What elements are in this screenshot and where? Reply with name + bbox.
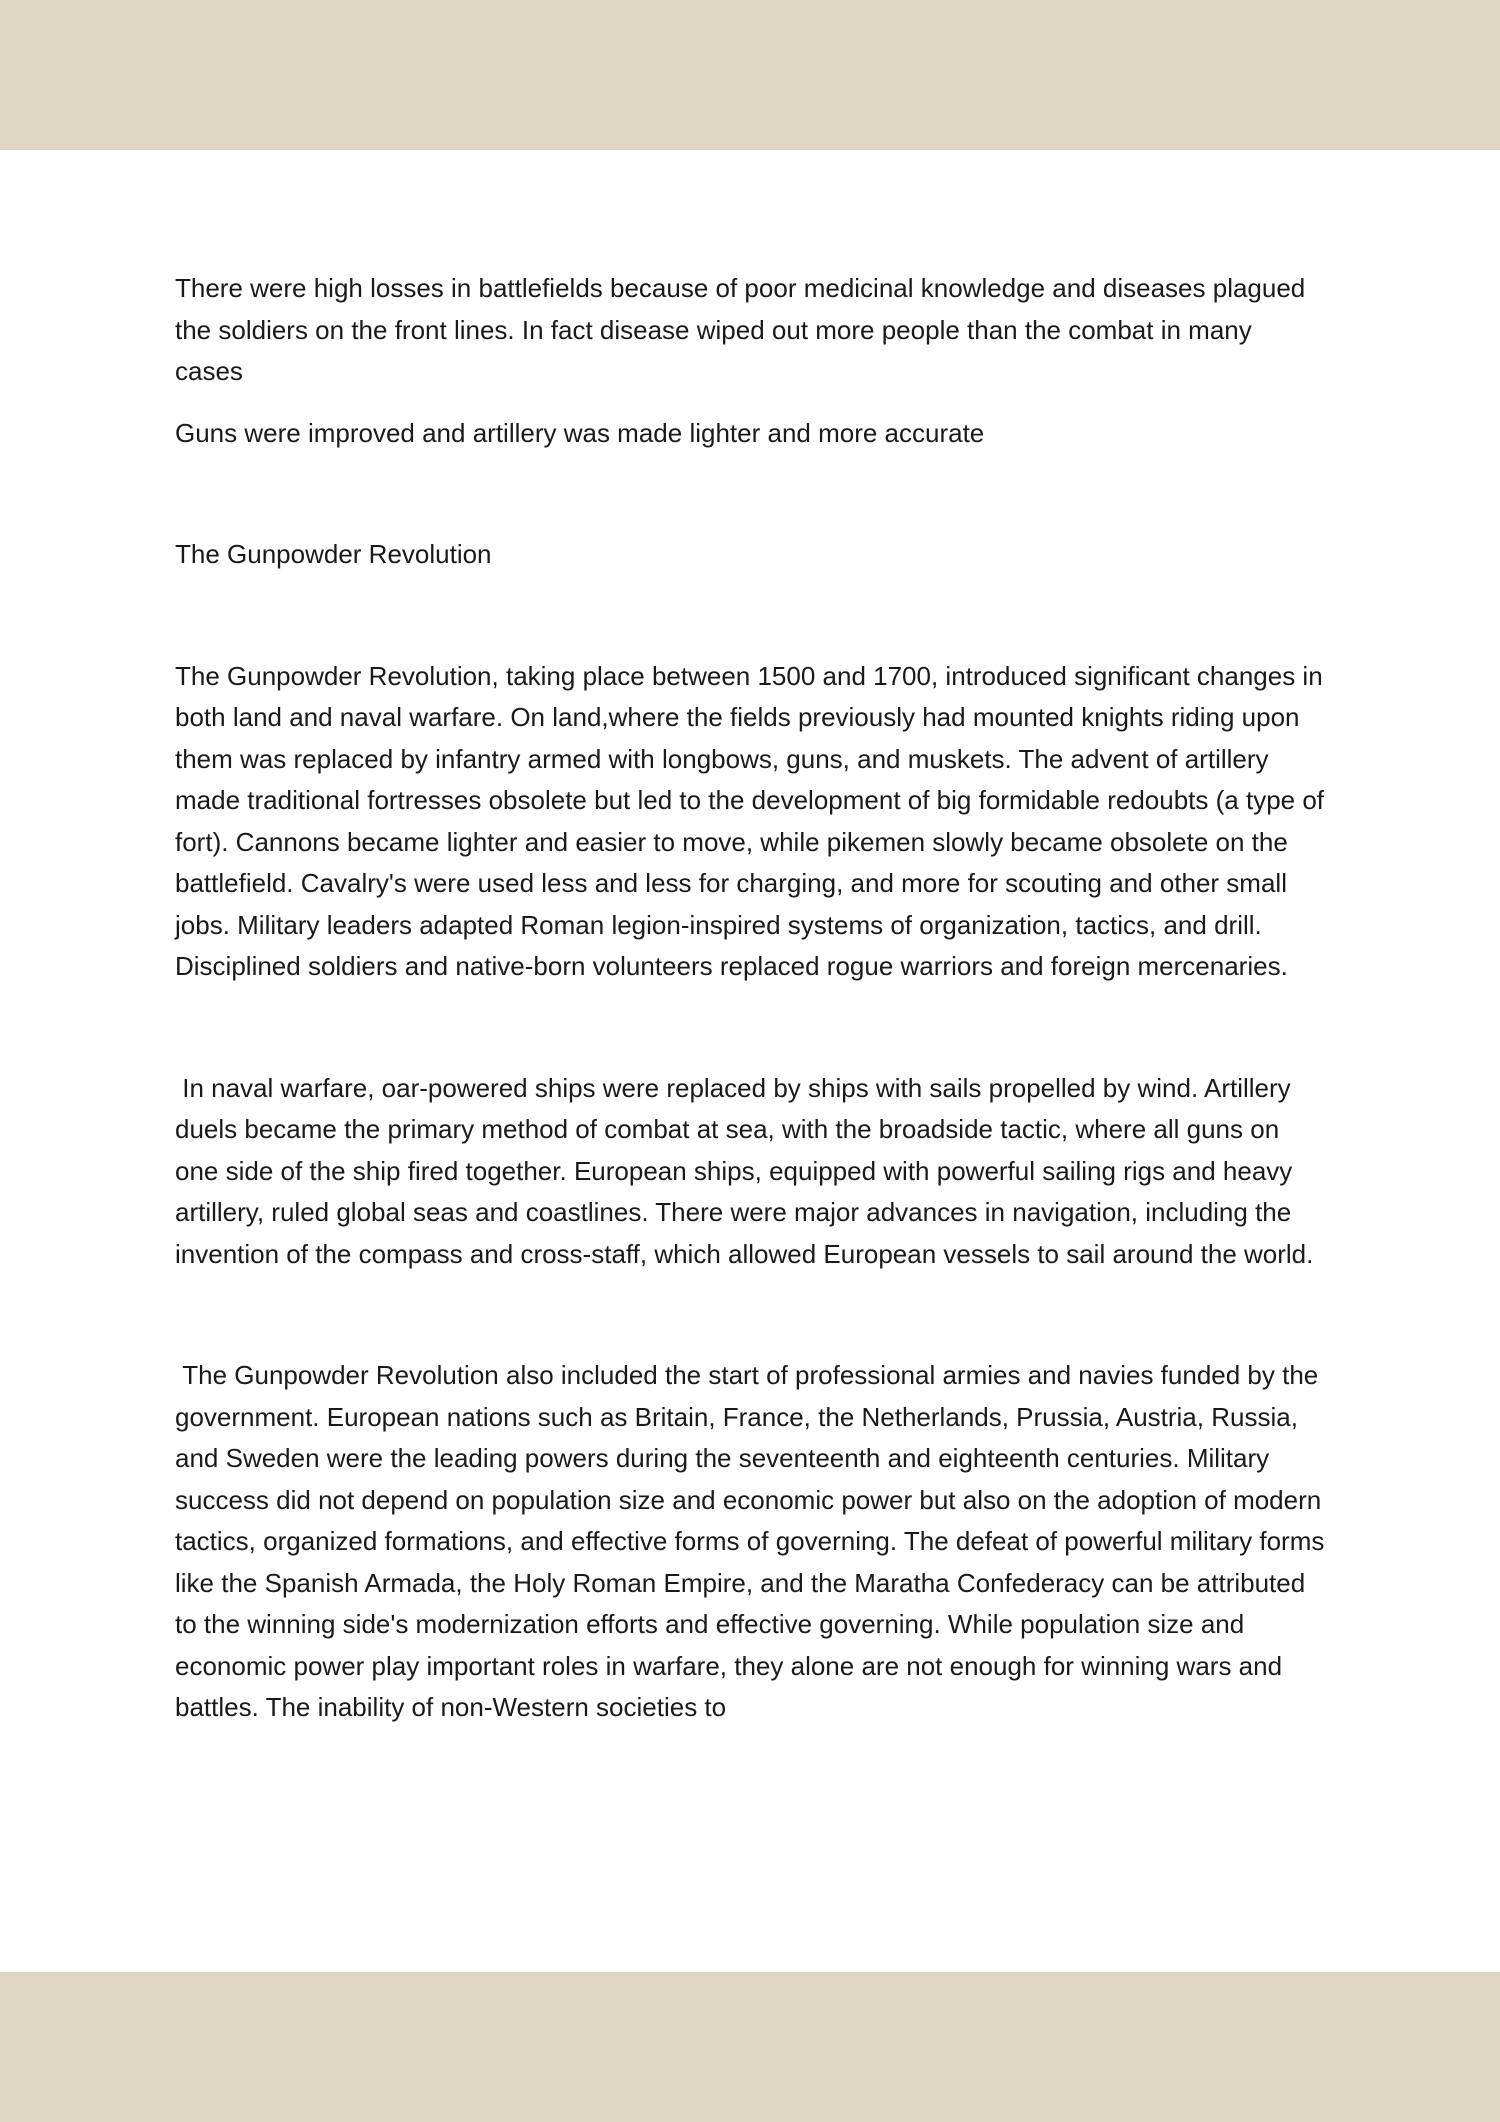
paragraph-naval-warfare: In naval warfare, oar-powered ships were replaced by ships with sails propelled by wind. Artillery duels became the primary method of combat at sea, with the broadside tactic, where all guns on one side of the ship fired together. European ships, equipped with powerful sailing rigs and heavy artillery, ruled global seas and coastlines. There were major advances in navigation, including the invention of the compass and cross-staff, which allowed European vessels to sail around the world. [175,1072,1314,1269]
page-header-band [0,0,1500,150]
spacer [175,454,1325,534]
section-heading: The Gunpowder Revolution [175,539,492,569]
spacer [175,1275,1325,1355]
spacer [175,576,1325,656]
paragraph-disease-losses: There were high losses in battlefields because of poor medicinal knowledge and diseases plagued the soldiers on the front lines. In fact disease wiped out more people than the combat in many cases [175,273,1313,386]
paragraph-land-warfare: The Gunpowder Revolution, taking place between 1500 and 1700, introduced significant changes in both land and naval warfare. On land,where the fields previously had mounted knights riding upon them was replaced by infantry armed with longbows, guns, and muskets. The advent of artillery made traditional fortresses obsolete but led to the development of big formidable redoubts (a type of fort). Cannons became lighter and easier to move, while pikemen slowly became obsolete on the battlefield. Cavalry's were used less and less for charging, and more for scouting and other small jobs. Military leaders adapted Roman legion-inspired systems of organization, tactics, and drill. Disciplined soldiers and native-born volunteers replaced rogue warriors and foreign mercenaries. [175,660,1332,981]
paragraph-professional-armies: The Gunpowder Revolution also included the start of professional armies and navies funded by the government. European nations such as Britain, France, the Netherlands, Prussia, Austria, Russia, and Sweden were the leading powers during the seventeenth and eighteenth centuries. Military success did not depend on population size and economic power but also on the adoption of modern tactics, organized formations, and effective forms of governing. The defeat of powerful military forms like the Spanish Armada, the Holy Roman Empire, and the Maratha Confederacy can be attributed to the winning side's modernization efforts and effective governing. While population size and economic power play important roles in warfare, they alone are not enough for winning wars and battles. The inability of non-Western societies to [175,1360,1332,1722]
spacer [175,393,1325,413]
spacer [175,988,1325,1068]
page-footer-band [0,1972,1500,2122]
paragraph-guns-improved: Guns were improved and artillery was made lighter and more accurate [175,417,985,448]
document-body [175,268,1332,1729]
